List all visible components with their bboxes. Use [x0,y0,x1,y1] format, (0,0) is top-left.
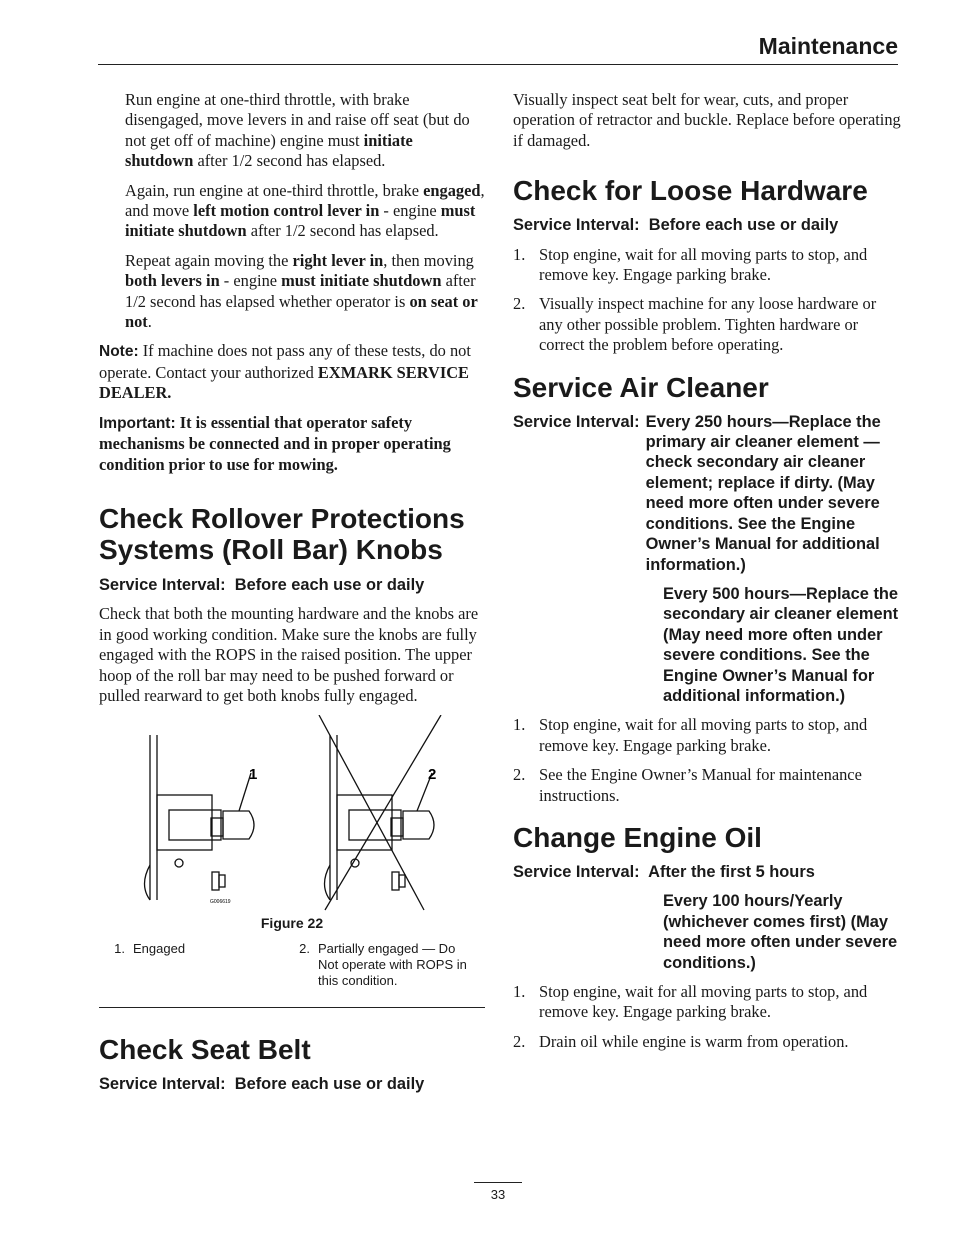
figure-caption: Figure 22 [260,915,324,932]
oil-service-interval-2: Every 100 hours/Yearly (whichever comes first) (May need more often under severe conditions.) [663,892,898,972]
hardware-section-title: Check for Loose Hardware [513,175,868,207]
rops-section-title: Check Rollover Protections Systems (Roll Bar) Knobs [99,502,465,565]
hardware-service-interval: Service Interval: Before each use or daily [513,216,839,235]
hardware-steps [513,245,901,356]
list-item: 1. Stop engine, wait for all moving parts to stop, and remove key. Engage parking brake. [513,244,868,285]
header-rule [98,64,898,65]
callout-1: 1 [249,766,258,784]
oil-steps [513,982,901,1052]
legend-item: 2. Partially engaged — Do Not operate with ROPS in this condition. [299,941,467,989]
legend-item: 1. Engaged [114,941,186,957]
page-header-title: Maintenance [758,33,898,59]
callout-2: 2 [428,766,437,784]
engine-oil-section-title: Change Engine Oil [513,821,762,853]
list-item: 2. Visually inspect machine for any loose hardware or any other possible problem. Tighten hardware or correct the problem before operating. [513,294,877,355]
seatbelt-body: Visually inspect seat belt for wear, cuts, and proper operation of retractor and buckle. Replace before operating if damaged. [513,90,901,150]
important-label: Important: [99,414,176,432]
list-item: 1. Stop engine, wait for all moving parts to stop, and remove key. Engage parking brake. [513,982,868,1022]
test-paragraph-1: Run engine at one-third throttle, with brake disengaged, move levers in and raise off seat (but do not get off of machine) engine must initiate shutdown after 1/2 second has elapsed. [125,90,470,171]
air-cleaner-section-title: Service Air Cleaner [513,371,769,403]
test-paragraph-2: Again, run engine at one-third throttle, brake engaged, and move left motion control lever in - engine must initiate shutdown after 1/2 second has elapsed. [125,180,485,241]
air-service-interval: Service Interval: Every 250 hours—Replace the primary air cleaner element — check secondary air cleaner element; replace if dirty. (May need more often under severe conditions. See the Engine Owner’s Manual for additional information.) [513,412,881,574]
figure-divider [99,1007,485,1008]
test-paragraph-3: Repeat again moving the right lever in, then moving both levers in - engine must initiate shutdown after 1/2 second has elapsed whether operator is on seat or not. [125,250,478,332]
figure-code: G006619 [210,899,231,906]
page-number: 33 [490,1187,506,1202]
rops-service-interval: Service Interval: Before each use or daily [99,575,425,594]
list-item: 2. Drain oil while engine is warm from operation. [513,1031,849,1051]
oil-service-interval: Service Interval: After the first 5 hours [513,862,815,881]
list-item: 2. See the Engine Owner’s Manual for maintenance instructions. [513,765,862,805]
seatbelt-service-interval: Service Interval: Before each use or daily [99,1075,425,1094]
right-column [513,90,901,1061]
page-number-rule [474,1182,522,1183]
air-steps [513,715,901,806]
left-column [99,90,485,1095]
figure-legend [99,941,485,989]
seatbelt-section-title: Check Seat Belt [99,1034,311,1066]
air-service-interval-2: Every 500 hours—Replace the secondary air cleaner element (May need more often under severe conditions. See the Engine Owner’s Manual for additional information.) [663,584,899,705]
note-paragraph: Note: If machine does not pass any of these tests, do not operate. Contact your authorized EXMARK SERVICE DEALER. [99,341,471,403]
note-label: Note: [99,343,139,361]
rops-knob-illustration [99,715,485,915]
list-item: 1. Stop engine, wait for all moving parts to stop, and remove key. Engage parking brake. [513,715,868,755]
rops-body: Check that both the mounting hardware and the knobs are in good working condition. Make sure the knobs are fully engaged with the ROPS in the raised position. The upper hoop of the roll bar may need to be pushed forward or pulled rearward to get both knobs fully engaged. [99,604,479,705]
figure-22 [99,715,485,915]
important-paragraph: Important: It is essential that operator safety mechanisms be connected and in proper operating condition prior to use for mowing. [99,412,451,474]
